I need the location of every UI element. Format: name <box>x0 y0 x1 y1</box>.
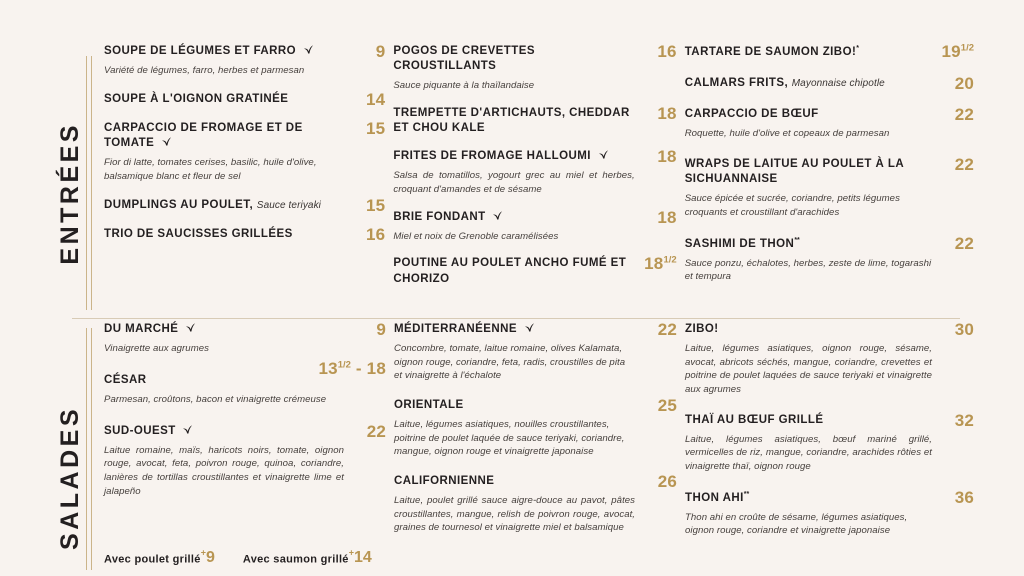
addon-price <box>201 549 215 566</box>
salades-column-1 <box>104 322 394 540</box>
item-name-row <box>685 490 932 506</box>
salades-column-3 <box>685 322 974 540</box>
item-price-fraction: 1/2 <box>663 254 677 266</box>
item-name: POUTINE AU POULET ANCHO FUMÉ ET CHORIZO <box>393 257 627 285</box>
item-name-row <box>685 76 932 91</box>
menu-item[interactable] <box>104 195 386 215</box>
item-description: Concombre, tomate, laitue romaine, olives Kalamata, oignon rouge, coriandre, feta, radis, croustilles de pita et vinaigrette à l'échalote <box>394 343 626 382</box>
item-price-fraction: 1/2 <box>960 42 975 54</box>
addon-saumon-grille <box>243 548 372 567</box>
item-price <box>318 359 386 379</box>
item-price <box>644 254 677 274</box>
vegetarian-leaf-icon <box>524 322 535 333</box>
addon-price-value: 9 <box>205 549 215 567</box>
addon-plus-sign: + <box>348 548 354 558</box>
vegetarian-leaf-icon <box>185 322 196 333</box>
item-price: 20 <box>954 74 975 93</box>
item-name-row <box>685 44 932 60</box>
item-description: Sauce piquante à la thaïlandaise <box>393 80 535 92</box>
entrees-column-2 <box>393 44 684 318</box>
item-description: Fior di latte, tomates cerises, basilic, huile d'olive, balsamique blanc et fleur de sel <box>104 157 317 182</box>
item-name-row <box>685 413 932 428</box>
item-description: Miel et noix de Grenoble caramélisées <box>393 230 559 242</box>
item-price: 18 <box>657 207 677 227</box>
item-price: 32 <box>954 410 974 430</box>
item-name-row <box>104 44 343 59</box>
item-name-footnote: ** <box>794 236 800 244</box>
item-price: 36 <box>954 487 974 507</box>
item-name: ZIBO! <box>685 323 719 335</box>
menu-item[interactable] <box>394 398 677 459</box>
item-name: CALMARS FRITS, <box>684 77 789 89</box>
item-name-row <box>394 474 635 489</box>
item-description: Laitue, légumes asiatiques, nouilles croustillantes, poitrine de poulet laquée de sauce teriyaki, coriandre, mangue, oignon rouge et vinaigrette japonaise <box>394 419 625 458</box>
item-name: ORIENTALE <box>394 399 464 411</box>
menu-item[interactable] <box>104 322 386 356</box>
menu-item[interactable] <box>685 107 974 141</box>
item-name-row <box>104 121 343 151</box>
item-name-row <box>104 373 302 388</box>
item-inline-note: Sauce teriyaki <box>256 199 322 211</box>
menu-item[interactable] <box>393 149 676 196</box>
footer-addons <box>104 548 372 567</box>
item-name-row <box>104 227 343 242</box>
section-entrees <box>0 44 1024 318</box>
item-description: Roquette, huile d'olive et copeaux de parmesan <box>684 128 890 140</box>
menu-item[interactable] <box>104 224 386 244</box>
item-name: CÉSAR <box>104 373 147 386</box>
menu-item[interactable] <box>393 256 676 286</box>
item-price: 16 <box>366 224 386 244</box>
item-name-row <box>394 322 635 337</box>
item-price: 26 <box>657 472 678 491</box>
menu-item[interactable] <box>104 44 385 78</box>
addon-price <box>349 549 372 566</box>
salades-columns <box>104 322 974 540</box>
menu-item[interactable] <box>104 89 386 109</box>
item-price-value: 19 <box>941 42 961 61</box>
vegetarian-leaf-icon <box>303 44 314 55</box>
item-name-row <box>104 424 344 439</box>
item-name-row <box>393 256 634 286</box>
item-price: 15 <box>366 195 386 215</box>
vegetarian-leaf-icon <box>492 210 503 221</box>
menu-item[interactable] <box>685 487 974 538</box>
item-price: 22 <box>954 154 975 174</box>
item-description: Vinaigrette aux agrumes <box>104 343 209 355</box>
item-name-row <box>685 107 932 122</box>
item-name-row <box>685 322 932 337</box>
menu-item[interactable] <box>104 421 386 499</box>
item-name-row <box>393 44 634 74</box>
item-name: FRITES DE FROMAGE HALLOUMI <box>393 150 591 163</box>
item-description: Variété de légumes, farro, herbes et parmesan <box>104 65 305 77</box>
item-description: Parmesan, croûtons, bacon et vinaigrette crémeuse <box>104 393 327 405</box>
menu-item[interactable] <box>685 322 974 397</box>
item-price: 25 <box>657 396 678 415</box>
item-price-value: 13 <box>318 358 338 378</box>
section-rail-salades <box>86 328 92 570</box>
vegetarian-leaf-icon <box>161 136 172 147</box>
item-description: Salsa de tomatillos, yogourt grec au miel et herbes, croquant d'amandes et de sésame <box>393 170 635 196</box>
addon-plus-sign: + <box>200 548 206 558</box>
item-price: 30 <box>954 320 974 339</box>
item-name-footnote: ** <box>743 490 750 498</box>
item-price: 14 <box>366 89 386 109</box>
item-name: THON AHI <box>685 491 744 504</box>
menu-item[interactable] <box>394 474 677 535</box>
menu-item[interactable] <box>393 207 677 244</box>
item-name: DUMPLINGS AU POULET, <box>104 198 254 211</box>
menu-item[interactable] <box>393 103 677 136</box>
menu-item[interactable] <box>394 322 677 383</box>
item-name: CARPACCIO DE FROMAGE ET DE TOMATE <box>104 121 303 150</box>
item-description: Laitue, poulet grillé sauce aigre-douce au pavot, pâtes croustillantes, mangue, relish de poivron rouge, avocat, graines de tournesol et vinaigrette miel et balsamique <box>394 495 636 534</box>
item-name-row <box>104 92 343 107</box>
item-name: BRIE FONDANT <box>393 210 486 223</box>
item-name: SOUPE À L'OIGNON GRATINÉE <box>104 92 289 105</box>
item-description: Sauce épicée et sucrée, coriandre, petits légumes croquants et croustillant d'arachides <box>684 193 900 218</box>
section-rail-entrees <box>86 56 92 310</box>
item-name-footnote: * <box>856 45 859 52</box>
item-description: Laitue romaine, maïs, haricots noirs, tomate, oignon rouge, avocat, feta, poivron rouge, quinoa, coriandre, lanières de tortillas croustillantes et vinaigrette lime et jalapeño <box>104 444 344 497</box>
item-price: 18 <box>657 103 677 123</box>
item-price: 18 <box>657 147 677 167</box>
item-name: CARPACCIO DE BŒUF <box>684 108 819 121</box>
menu-item[interactable] <box>393 44 676 93</box>
menu-item[interactable] <box>685 44 974 60</box>
menu-item[interactable] <box>684 233 975 284</box>
section-divider <box>72 318 960 319</box>
item-price: 16 <box>657 42 677 61</box>
entrees-columns <box>104 44 974 318</box>
item-name-row <box>393 149 634 164</box>
addon-label: Avec poulet grillé <box>104 553 201 566</box>
salades-column-2 <box>394 322 685 540</box>
item-name: THAÏ AU BŒUF GRILLÉ <box>685 413 824 426</box>
item-inline-note: Mayonnaise chipotle <box>791 78 885 89</box>
item-name-row <box>393 106 634 136</box>
menu-item[interactable] <box>684 154 975 220</box>
item-price <box>941 42 974 62</box>
item-price-suffix: - 18 <box>350 358 386 378</box>
item-name: DU MARCHÉ <box>104 323 179 335</box>
item-price-fraction: 1/2 <box>337 359 351 371</box>
menu-item[interactable] <box>104 118 386 184</box>
addon-label: Avec saumon grillé <box>242 553 349 566</box>
menu-item[interactable] <box>685 76 974 91</box>
item-price: 9 <box>375 42 386 61</box>
item-description: Laitue, légumes asiatiques, bœuf mariné grillé, vermicelles de riz, mangue, coriandre, arachides rôties et vinaigrette thaï, oignon rouge <box>685 433 932 472</box>
item-price: 9 <box>376 320 386 339</box>
item-price-value: 18 <box>644 254 664 274</box>
addon-price-value: 14 <box>354 549 372 567</box>
item-name: SUD-OUEST <box>104 424 176 437</box>
section-label-entrees: ENTRÉES <box>56 122 84 265</box>
item-name: WRAPS DE LAITUE AU POULET À LA SICHUANNAISE <box>684 157 904 186</box>
item-price: 22 <box>366 421 386 441</box>
item-name: MÉDITERRANÉENNE <box>394 323 518 335</box>
entrees-column-1 <box>104 44 393 318</box>
addon-poulet-grille <box>104 548 215 567</box>
item-name: SOUPE DE LÉGUMES ET FARRO <box>104 45 297 57</box>
menu-item[interactable] <box>104 358 386 407</box>
section-salades <box>0 320 1024 550</box>
entrees-column-3 <box>685 44 974 318</box>
item-name: SASHIMI DE THON <box>684 237 795 250</box>
item-name-row <box>685 236 932 252</box>
item-name: CALIFORNIENNE <box>394 475 495 487</box>
item-name: POGOS DE CREVETTES CROUSTILLANTS <box>393 45 535 73</box>
menu-item[interactable] <box>685 410 974 474</box>
item-name-row <box>393 210 634 225</box>
item-price: 15 <box>366 118 386 138</box>
item-description: Sauce ponzu, échalotes, herbes, zeste de lime, togarashi et tempura <box>684 257 932 283</box>
item-name: TARTARE DE SAUMON ZIBO! <box>684 45 857 58</box>
item-name-row <box>104 198 343 213</box>
item-price: 22 <box>657 320 678 339</box>
item-description: Thon ahi en croûte de sésame, légumes asiatiques, oignon rouge, coriandre et vinaigrette japonaise <box>685 511 908 537</box>
item-description: Laitue, légumes asiatiques, oignon rouge, sésame, avocat, abricots séchés, mangue, coriandre, crevettes et poitrine de poulet laquées de sauce teriyaki et vinaigrette aux agrumes <box>685 343 932 395</box>
vegetarian-leaf-icon <box>598 149 609 160</box>
item-name: TRIO DE SAUCISSES GRILLÉES <box>104 227 293 240</box>
item-price: 22 <box>954 233 975 253</box>
item-name-row <box>104 322 344 337</box>
vegetarian-leaf-icon <box>182 424 193 435</box>
item-price: 22 <box>954 105 975 125</box>
item-name-row <box>394 398 635 413</box>
section-label-salades: SALADES <box>56 406 84 550</box>
item-name-row <box>685 157 932 187</box>
item-name: TREMPETTE D'ARTICHAUTS, CHEDDAR ET CHOU KALE <box>393 106 630 135</box>
